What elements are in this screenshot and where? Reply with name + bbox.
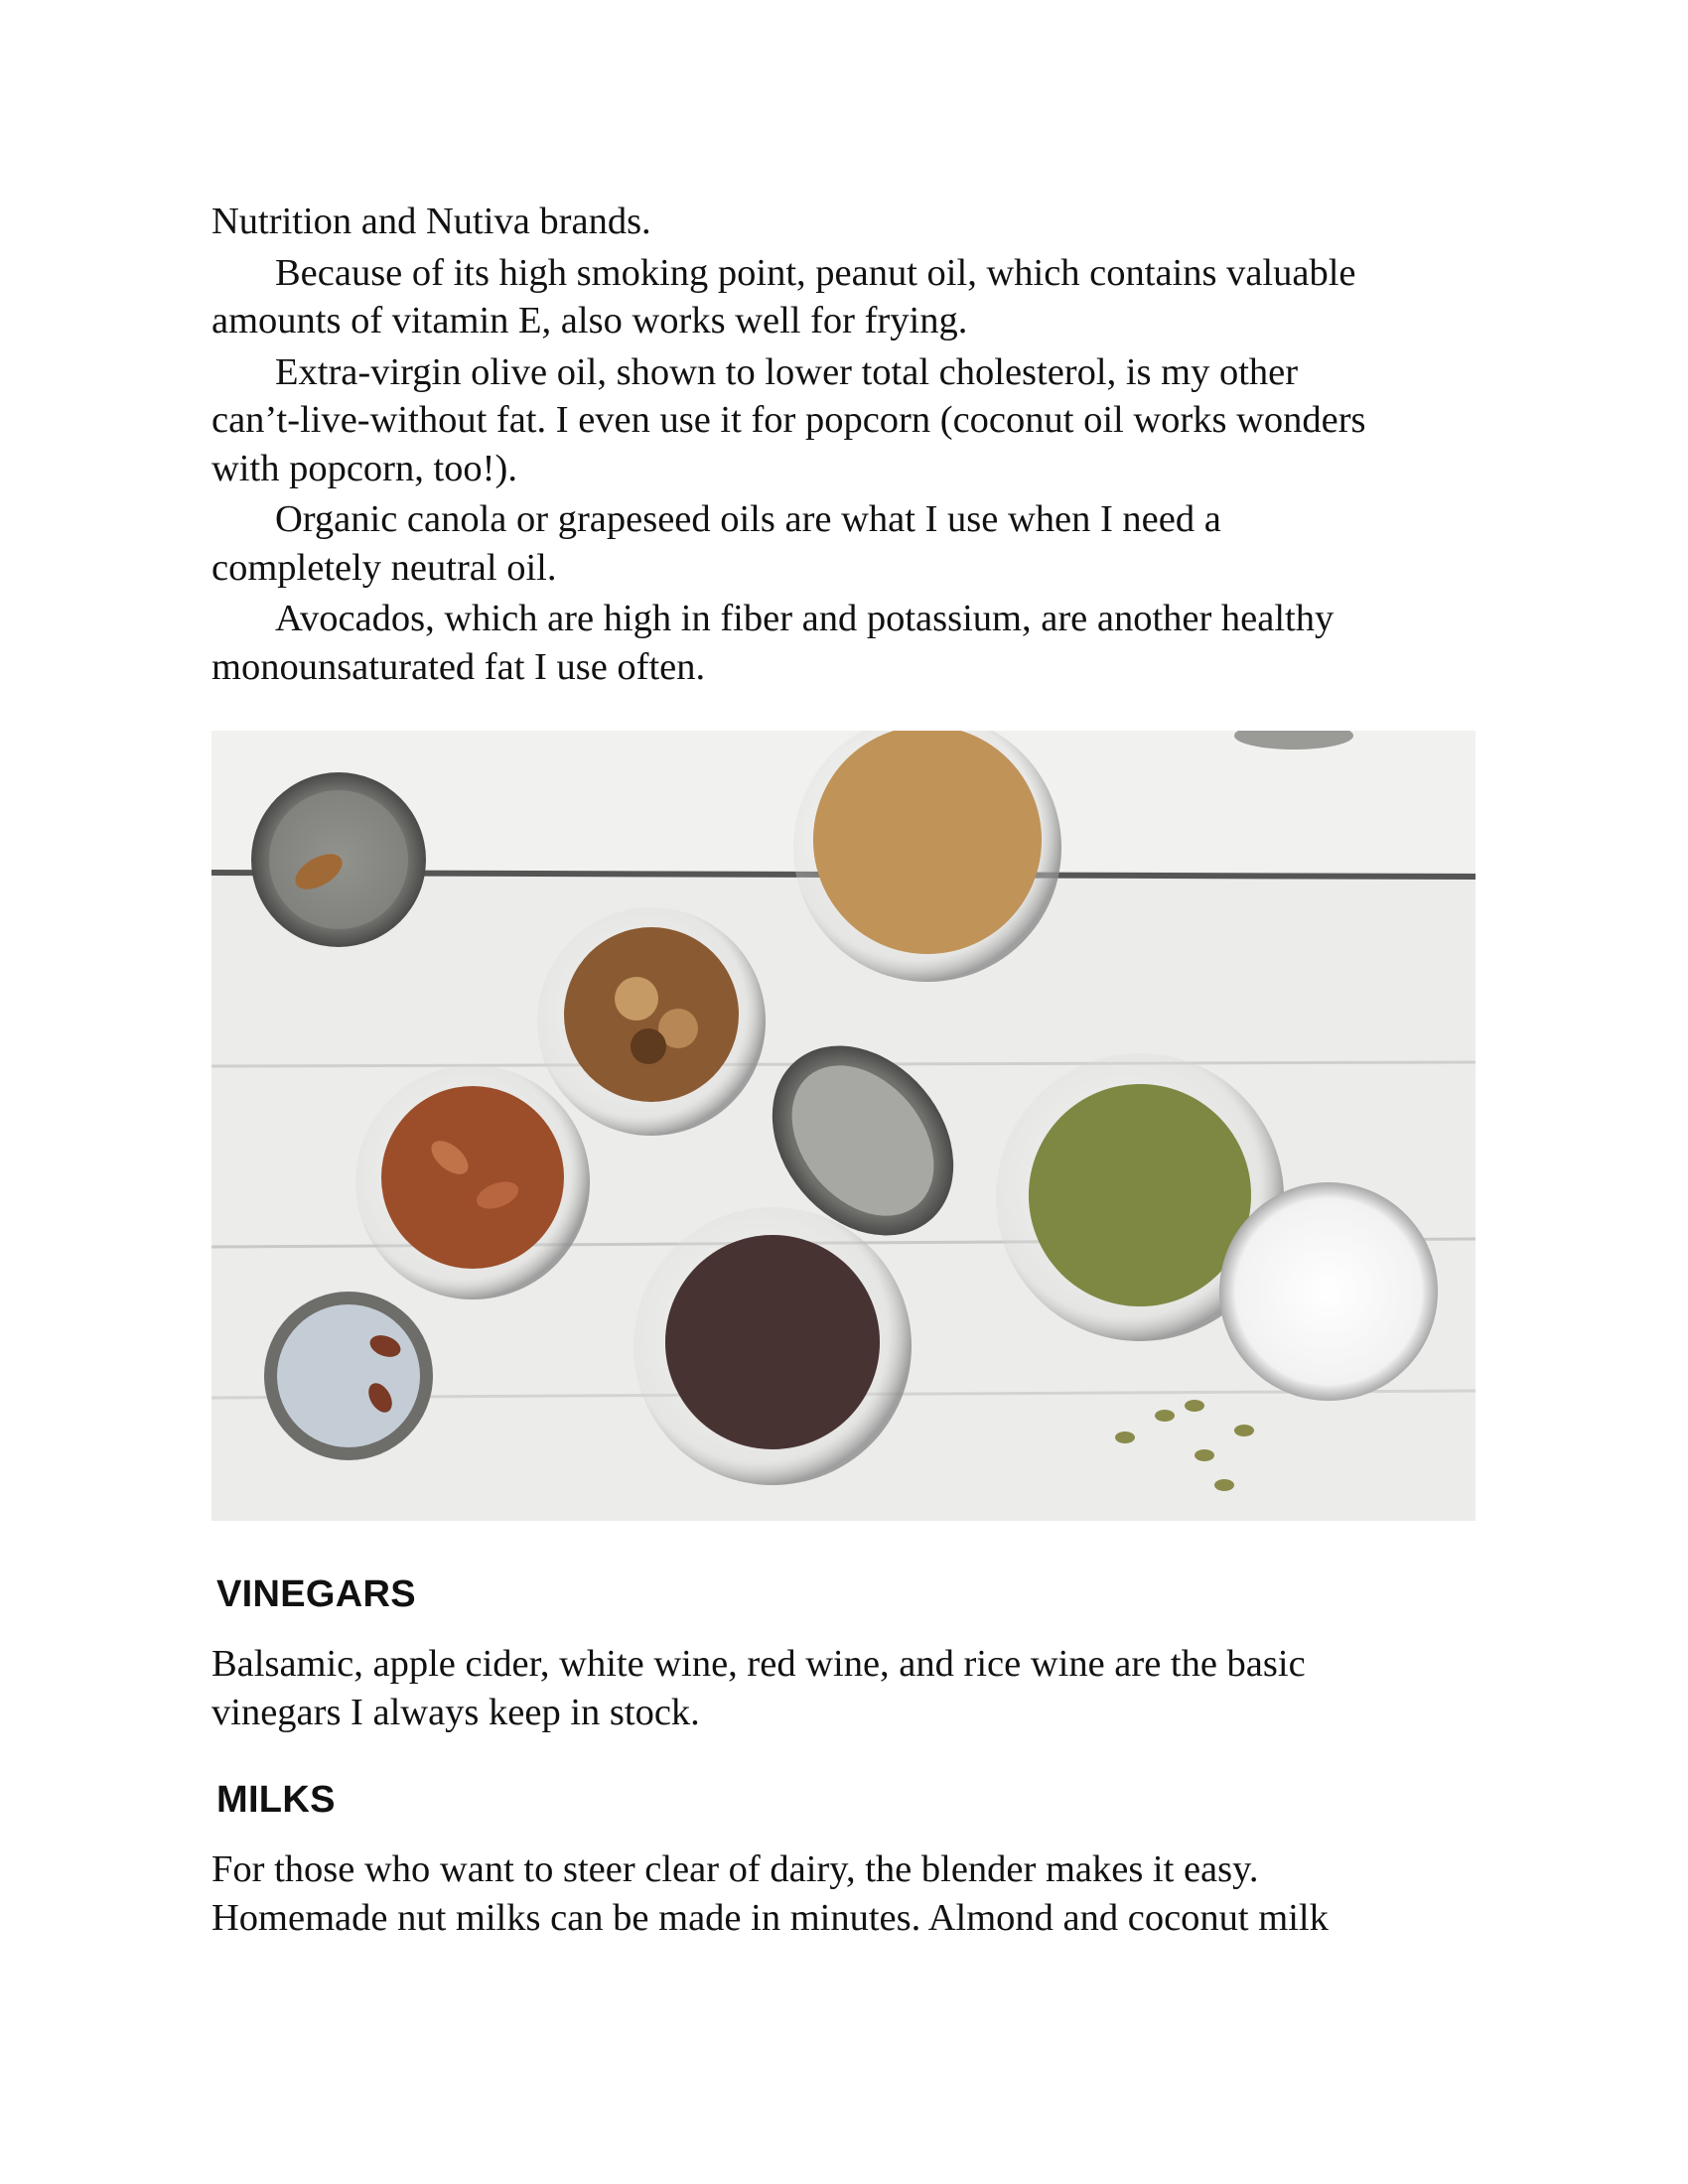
paragraph-avocados: Avocados, which are high in fiber and potassium, are another healthy monounsaturated fat I use often. bbox=[211, 598, 1335, 688]
paragraph-vinegars bbox=[211, 1640, 1492, 1736]
intro-text bbox=[211, 198, 1492, 691]
text-line: Balsamic, apple cider, white wine, red wine, and rice wine are the basic bbox=[211, 1643, 1306, 1685]
text-line: For those who want to steer clear of dairy, the blender makes it easy. bbox=[211, 1848, 1259, 1890]
paragraph-olive-oil: Extra-virgin olive oil, shown to lower total cholesterol, is my other can’t-live-without fat. I even use it for popcorn (coconut oil works wonders with popcorn, too!). bbox=[211, 350, 1366, 489]
photo-jars-nuts-seeds bbox=[211, 731, 1476, 1521]
paragraph-canola-oil: Organic canola or grapeseed oils are what I use when I need a completely neutral oil. bbox=[211, 498, 1221, 589]
heading-milks: MILKS bbox=[216, 1779, 336, 1821]
heading-vinegars: VINEGARS bbox=[216, 1573, 416, 1615]
paragraph-milks bbox=[211, 1845, 1492, 1942]
text-line: Nutrition and Nutiva brands. bbox=[211, 201, 651, 242]
paragraph-peanut-oil: Because of its high smoking point, peanut oil, which contains valuable amounts of vitamin E, also works well for frying. bbox=[211, 251, 1356, 341]
text-line: vinegars I always keep in stock. bbox=[211, 1691, 700, 1733]
text-line: Homemade nut milks can be made in minutes. Almond and coconut milk bbox=[211, 1896, 1329, 1939]
